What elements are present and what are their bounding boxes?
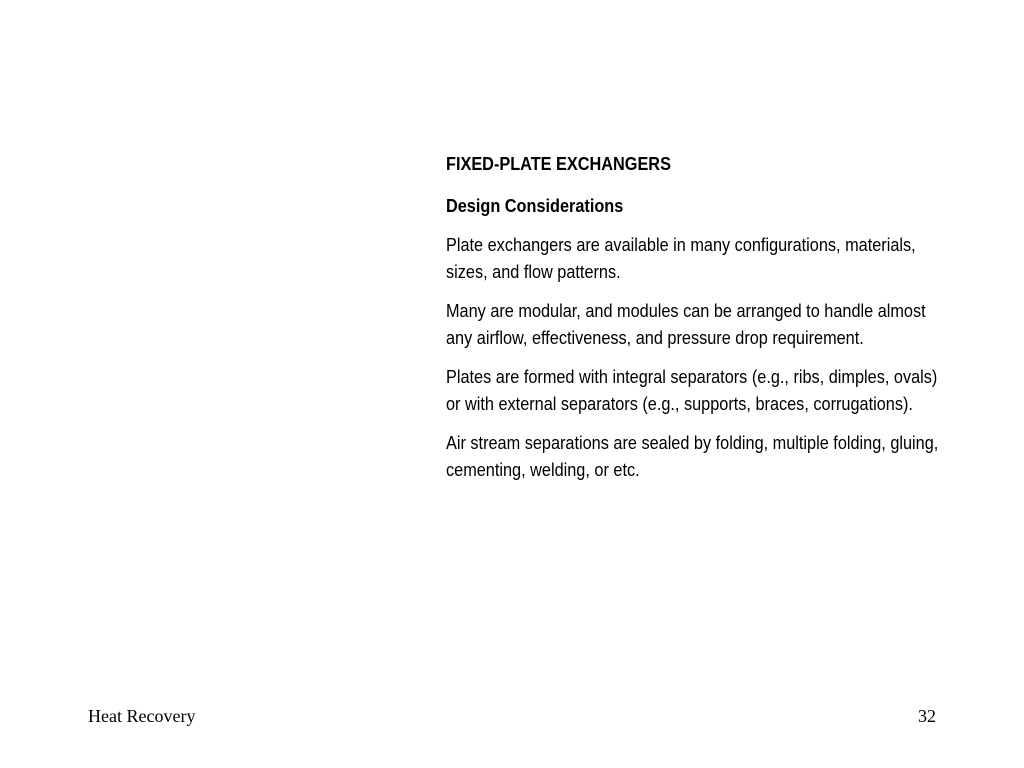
paragraph-sealing: Air stream separations are sealed by folding, multiple folding, gluing, cementing, welding, or etc. — [446, 432, 939, 480]
paragraph-modular: Many are modular, and modules can be arranged to handle almost any airflow, effectiveness, and pressure drop requirement. — [446, 300, 926, 348]
slide-subtitle: Design Considerations — [446, 195, 624, 216]
paragraph-configurations: Plate exchangers are available in many configurations, materials, sizes, and flow patterns. — [446, 234, 916, 282]
paragraph-separators: Plates are formed with integral separators (e.g., ribs, dimples, ovals) or with external separators (e.g., supports, braces, corrugations). — [446, 366, 938, 414]
page-number: 32 — [918, 706, 936, 726]
slide-title: FIXED-PLATE EXCHANGERS — [446, 153, 671, 174]
footer-title: Heat Recovery — [88, 706, 196, 726]
slide-content — [446, 150, 939, 495]
